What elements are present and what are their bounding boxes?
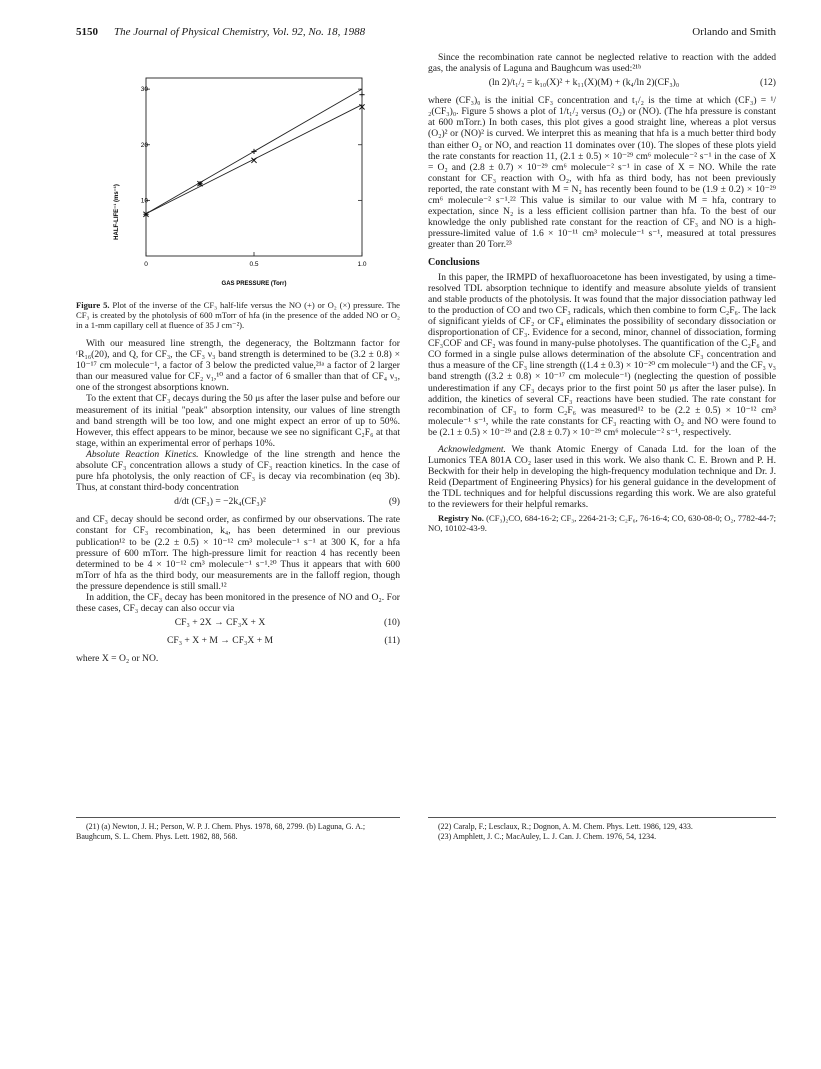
equation-11	[76, 635, 400, 649]
registry-numbers	[428, 513, 776, 533]
paragraph: With our measured line strength, the degeneracy, the Boltzmann factor for ʳR₁₆(20), and Q, for CF₃, the CF₃ ν₃ band strength is determined to be (3.2 ± 0.8) × 10⁻¹⁷ cm molecule⁻¹, a factor of 3 below the predicted value,²¹ᵃ a factor of 2 larger than our measured value for CF₂ ν₁,¹⁰ and a factor of 6 smaller than that of CF₄ ν₃, one of the strongest absorptions known.	[76, 338, 400, 394]
equation-expression: CF₃ + X + M → CF₃X + M	[166, 635, 274, 647]
chart-axes	[141, 78, 367, 268]
running-authors: Orlando and Smith	[692, 26, 776, 38]
page-number: 5150	[76, 26, 98, 38]
equation-number: (12)	[760, 77, 776, 89]
acknowledgment	[428, 444, 776, 511]
journal-citation: The Journal of Physical Chemistry, Vol. 92, No. 18, 1988	[114, 26, 366, 38]
paragraph: In this paper, the IRMPD of hexafluoroacetone has been investigated, by using a time-resolved TDL absorption technique to identify and measure absolute yields of transient and stable products of the photolysis. It was found that the major dissociation pathway led to the production of CO and two CF₃ radicals, which then combine to form C₂F₆. The lack of significant yields of CF₂ or CF₄ eliminates the possibility of secondary dissociation or disproportionation of CF₃. Evidence for a second, minor, channel of dissociation, forming CF₃COF and CF₂ was found in many-pulse photolyses. The quantification of the C₂F₆ and CO formed in a single pulse allows determination of the absolute CF₃ concentration and thus a measure of the CF₃ line strength ((1.4 ± 0.3) × 10⁻²⁰ cm molecule⁻¹) and the CF₃ ν₃ band strength ((3.2 ± 0.8) × 10⁻¹⁷ cm molecule⁻¹) (neglecting the question of possible underestimation if any CF₃ decays prior to the first point 50 μs after the laser pulse). In addition, the kinetics of several CF₃ reactions have been studied. The rate constant for recombination of CF₃ to form C₂F₆ was measured¹² to be (2.2 ± 0.5) × 10⁻¹² cm³ molecule⁻¹ s⁻¹, while the rate constants for CF₃ reacting with O₂ and NO were found to be (2.1 ± 0.5) × 10⁻²⁹ and (2.8 ± 0.7) × 10⁻²⁹ cm⁶ molecule⁻² s⁻¹, respectively.	[428, 271, 776, 438]
footnote-22: (22) Caralp, F.; Lesclaux, R.; Dognon, A. M. Chem. Phys. Lett. 1986, 129, 433.	[438, 822, 693, 831]
y-tick-label: 20	[140, 141, 148, 149]
paragraph: In addition, the CF₃ decay has been monitored in the presence of NO and O₂. For these cases, CF₃ decay can also occur via	[76, 591, 400, 615]
equation-expression: d/dt (CF₃) = −2k₄(CF₃)²	[174, 496, 266, 508]
plot-frame	[146, 78, 362, 256]
y-tick-label: 30	[140, 86, 148, 94]
equation-expression: (ln 2)/t₁/₂ = k₁₀(X)² + k₁₁(X)(M) + (k₄/ln 2)(CF₃)₀	[488, 77, 680, 89]
paragraph	[76, 449, 400, 493]
figure-caption-text: Plot of the inverse of the CF₃ half-life versus the NO (+) or O₂ (×) pressure. The CF₃ is created by the photolysis of 600 mTorr of hfa (in the presence of the added NO or O₂ in a 1-mm capillary cell at fluence of 35 J cm⁻²).	[76, 300, 400, 330]
paragraph: where X = O₂ or NO.	[76, 653, 159, 665]
fit-line-series-2	[146, 105, 362, 214]
right-column	[428, 52, 776, 533]
figure-caption	[76, 300, 400, 330]
footnotes-right	[428, 817, 776, 841]
footnote-rule	[76, 817, 400, 818]
equation-number: (10)	[384, 617, 400, 629]
y-axis-label: HALF-LIFE⁻¹ (ms⁻¹)	[114, 184, 120, 240]
registry-label: Registry No.	[438, 512, 484, 523]
paragraph-text: Knowledge of the line strength and hence the absolute CF₃ concentration allows a study of CF₃ reaction kinetics. In the case of pure hfa photolysis, the only reaction of CF₃ is decay via recombination (eq 3b). Thus, at constant third-body concentration	[76, 448, 400, 494]
x-tick-label: 0	[144, 261, 148, 268]
equation-number: (9)	[388, 496, 400, 508]
y-tick-label: 10	[140, 197, 148, 205]
equation-9	[76, 496, 400, 510]
data-point-plus	[359, 92, 364, 97]
paragraph: and CF₃ decay should be second order, as confirmed by our observations. The rate constant for CF₃ recombination, k₄, has been determined in our previous publication¹² to be (2.2 ± 0.5) × 10⁻¹² cm³ molecule⁻¹ s⁻¹ at 300 K, for a hfa pressure of 600 mTorr. The high-pressure limit for reaction 4 has recently been determined to be 4 × 10⁻¹² cm³ molecule⁻¹ s⁻¹.²⁰ Thus it appears that with 600 mTorr of hfa as the third body, our measurements are in the falloff region, though the pressure dependence is still small.¹²	[76, 514, 400, 592]
figure-5	[76, 52, 400, 298]
equation-number: (11)	[384, 635, 400, 647]
footnotes-left	[76, 817, 400, 841]
paragraph: To the extent that CF₃ decays during the 50 μs after the laser pulse and before our measurement of its initial "peak" absorption intensity, our values of line strength and band strength will be too low, and one might expect an error of up to 50%. However, this effect appears to be minor, because we see no significant C₂F₆ at that stage, within an experimental error of perhaps 10%.	[76, 393, 400, 449]
footnote-rule	[428, 817, 776, 818]
footnote-21: (21) (a) Newton, J. H.; Person, W. P. J. Chem. Phys. 1978, 68, 2799. (b) Laguna, G. A.; Baughcum, S. L. Chem. Phys. Lett. 1982, 88, 568.	[76, 822, 366, 841]
x-axis-label: GAS PRESSURE (Torr)	[221, 281, 287, 287]
page-header	[76, 26, 776, 40]
section-heading-conclusions: Conclusions	[428, 256, 480, 268]
footnote-23: (23) Amphlett, J. C.; MacAuley, L. J. Can. J. Chem. 1976, 54, 1234.	[438, 831, 657, 841]
paragraph-run-in-head: Absolute Reaction Kinetics.	[86, 448, 199, 460]
figure-5-chart	[76, 52, 400, 298]
acknowledgment-text: We thank Atomic Energy of Canada Ltd. for the loan of the Lumonics TEA 801A CO₂ laser used in this work. We also thank C. E. Brown and P. H. Beckwith for their help in developing the high-frequency modulation technique and Dr. J. Reid (Department of Engineering Physics) for his general guidance in the development of the TDL techniques and for helpful discussions regarding this work. We are also grateful to the reviewers for their helpful remarks.	[428, 444, 776, 511]
equation-12	[428, 77, 776, 91]
data-point-plus	[251, 149, 256, 154]
equation-expression: CF₃ + 2X → CF₃X + X	[174, 617, 266, 629]
x-tick-label: 1.0	[357, 261, 367, 268]
figure-caption-label: Figure 5.	[76, 300, 110, 310]
left-column	[76, 52, 400, 664]
acknowledgment-label: Acknowledgment.	[438, 444, 506, 455]
registry-text: (CF₃)₂CO, 684-16-2; CF₃, 2264-21-3; C₂F₆, 76-16-4; CO, 630-08-0; O₂, 7782-44-7; NO, 10102-43-9.	[428, 512, 776, 533]
x-tick-label: 0.5	[249, 261, 259, 268]
paragraph: where (CF₃)₀ is the initial CF₃ concentration and t₁/₂ is the time at which (CF₃) = ¹/₂(CF₃)₀. Figure 5 shows a plot of 1/t₁/₂ versus (O₂) or (NO). (The hfa pressure is constant at 600 mTorr.) In both cases, this plot gives a good straight line, whereas a plot versus (O₂)² or (NO)² is curved. We interpret this as meaning that hfa is a much better third body than either O₂ or NO, and reaction 11 dominates over (10). The slopes of these plots yield the rate constants for reaction 11, (2.1 ± 0.5) × 10⁻²⁹ cm⁶ molecule⁻² s⁻¹ in the case of X = O₂ and (2.8 ± 0.7) × 10⁻²⁹ cm⁶ molecule⁻² s⁻¹ in case of X = NO. While the rate constant for CF₃ reaction with O₂, with hfa as third body, has not been previously reported, the rate constant with M = N₂ has recently been found to be (1.9 ± 0.2) × 10⁻²⁹ cm⁶ molecule⁻² s⁻¹.²² This value is similar to our value with M = hfa, contrary to expectation, since N₂ is a less efficient collision partner than hfa. To the best of our knowledge the only published rate constant for the reaction of CF₃ and NO is a high-pressure-limited value of 1.6 × 10⁻¹¹ cm³ molecule⁻¹ s⁻¹, measured at total pressures greater than 20 Torr.²³	[428, 95, 776, 251]
paragraph: Since the recombination rate cannot be neglected relative to reaction with the added gas, the analysis of Laguna and Baughcum was used:²¹ᵇ	[428, 52, 776, 75]
equation-10	[76, 617, 400, 631]
